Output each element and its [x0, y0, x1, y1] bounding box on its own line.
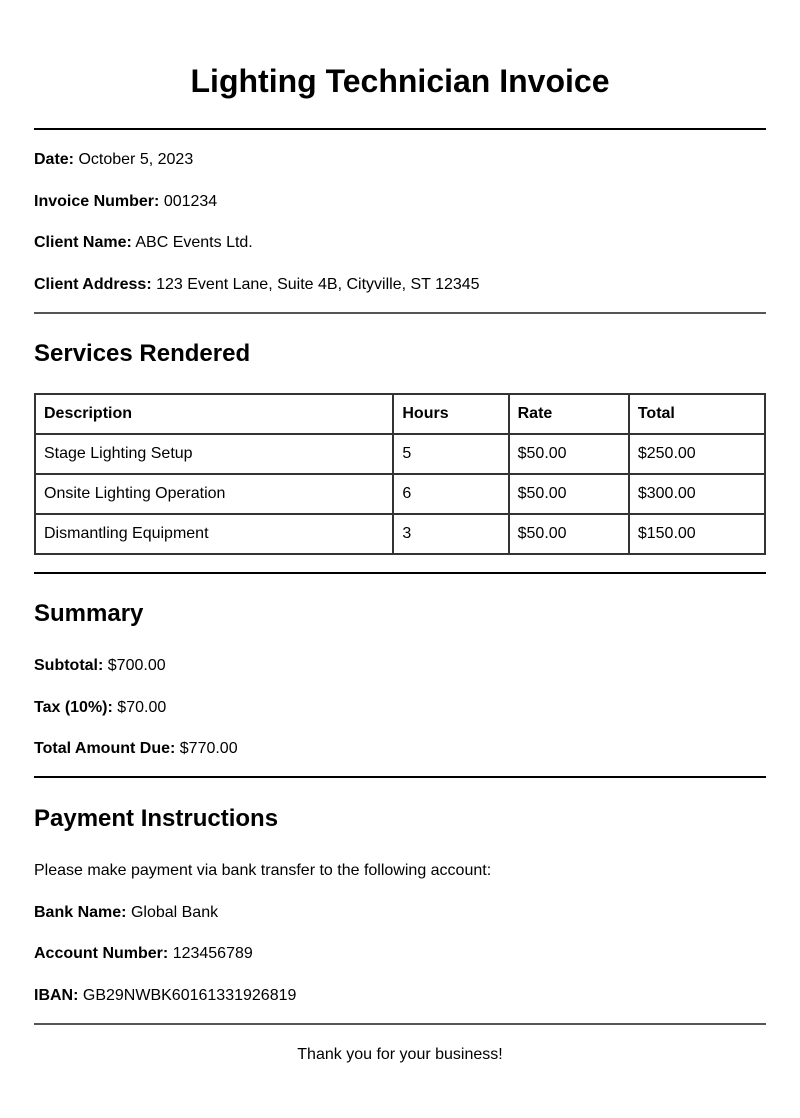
total-due-label: Total Amount Due:: [34, 740, 176, 757]
tax-field: [34, 698, 166, 718]
service-description: Onsite Lighting Operation: [35, 474, 393, 514]
bank-name-field: [34, 903, 218, 923]
service-rate: $50.00: [509, 434, 629, 474]
table-row: [35, 434, 765, 474]
service-total: $150.00: [629, 514, 765, 554]
service-description: Stage Lighting Setup: [35, 434, 393, 474]
invoice-title: Lighting Technician Invoice: [190, 63, 610, 99]
client-name-label: Client Name:: [34, 234, 132, 251]
iban-label: IBAN:: [34, 987, 79, 1004]
summary-heading: Summary: [34, 600, 144, 627]
client-address-field: [34, 275, 480, 295]
divider: [34, 312, 766, 314]
invoice-number-value: 001234: [163, 193, 218, 210]
table-header-row: [35, 394, 765, 434]
service-rate: $50.00: [509, 514, 629, 554]
table-row: [35, 514, 765, 554]
tax-value: $70.00: [117, 699, 167, 716]
bank-name-value: Global Bank: [130, 904, 219, 921]
services-heading: Services Rendered: [34, 340, 251, 367]
invoice-number-label: Invoice Number:: [34, 193, 160, 210]
divider: [34, 776, 766, 778]
service-hours: 3: [393, 514, 508, 554]
bank-name-label: Bank Name:: [34, 904, 127, 921]
account-number-label: Account Number:: [34, 945, 169, 962]
total-due-field: [34, 739, 238, 759]
client-address-label: Client Address:: [34, 276, 152, 293]
service-description: Dismantling Equipment: [35, 514, 393, 554]
service-total: $250.00: [629, 434, 765, 474]
column-header-hours: Hours: [393, 394, 508, 434]
divider: [34, 128, 766, 130]
divider: [34, 572, 766, 574]
account-number-field: [34, 944, 253, 964]
total-due-value: $770.00: [179, 740, 238, 757]
service-total: $300.00: [629, 474, 765, 514]
subtotal-value: $700.00: [107, 657, 166, 674]
column-header-description: Description: [35, 394, 393, 434]
date-field: [34, 150, 193, 170]
invoice-number-field: [34, 192, 217, 212]
column-header-total: Total: [629, 394, 765, 434]
client-address-value: 123 Event Lane, Suite 4B, Cityville, ST 12345: [156, 276, 480, 293]
client-name-value: ABC Events Ltd.: [135, 234, 253, 251]
tax-label: Tax (10%):: [34, 699, 113, 716]
service-rate: $50.00: [509, 474, 629, 514]
column-header-rate: Rate: [509, 394, 629, 434]
thank-you-note: Thank you for your business!: [297, 1046, 503, 1063]
date-value: October 5, 2023: [78, 151, 194, 168]
divider: [34, 1023, 766, 1025]
service-hours: 5: [393, 434, 508, 474]
account-number-value: 123456789: [172, 945, 253, 962]
payment-intro: Please make payment via bank transfer to the following account:: [34, 862, 492, 879]
date-label: Date:: [34, 151, 75, 168]
services-table: [34, 393, 766, 555]
table-row: [35, 474, 765, 514]
service-hours: 6: [393, 474, 508, 514]
client-name-field: [34, 233, 253, 253]
iban-field: [34, 986, 296, 1006]
payment-heading: Payment Instructions: [34, 805, 279, 832]
subtotal-field: [34, 656, 166, 676]
subtotal-label: Subtotal:: [34, 657, 104, 674]
iban-value: GB29NWBK60161331926819: [82, 987, 297, 1004]
